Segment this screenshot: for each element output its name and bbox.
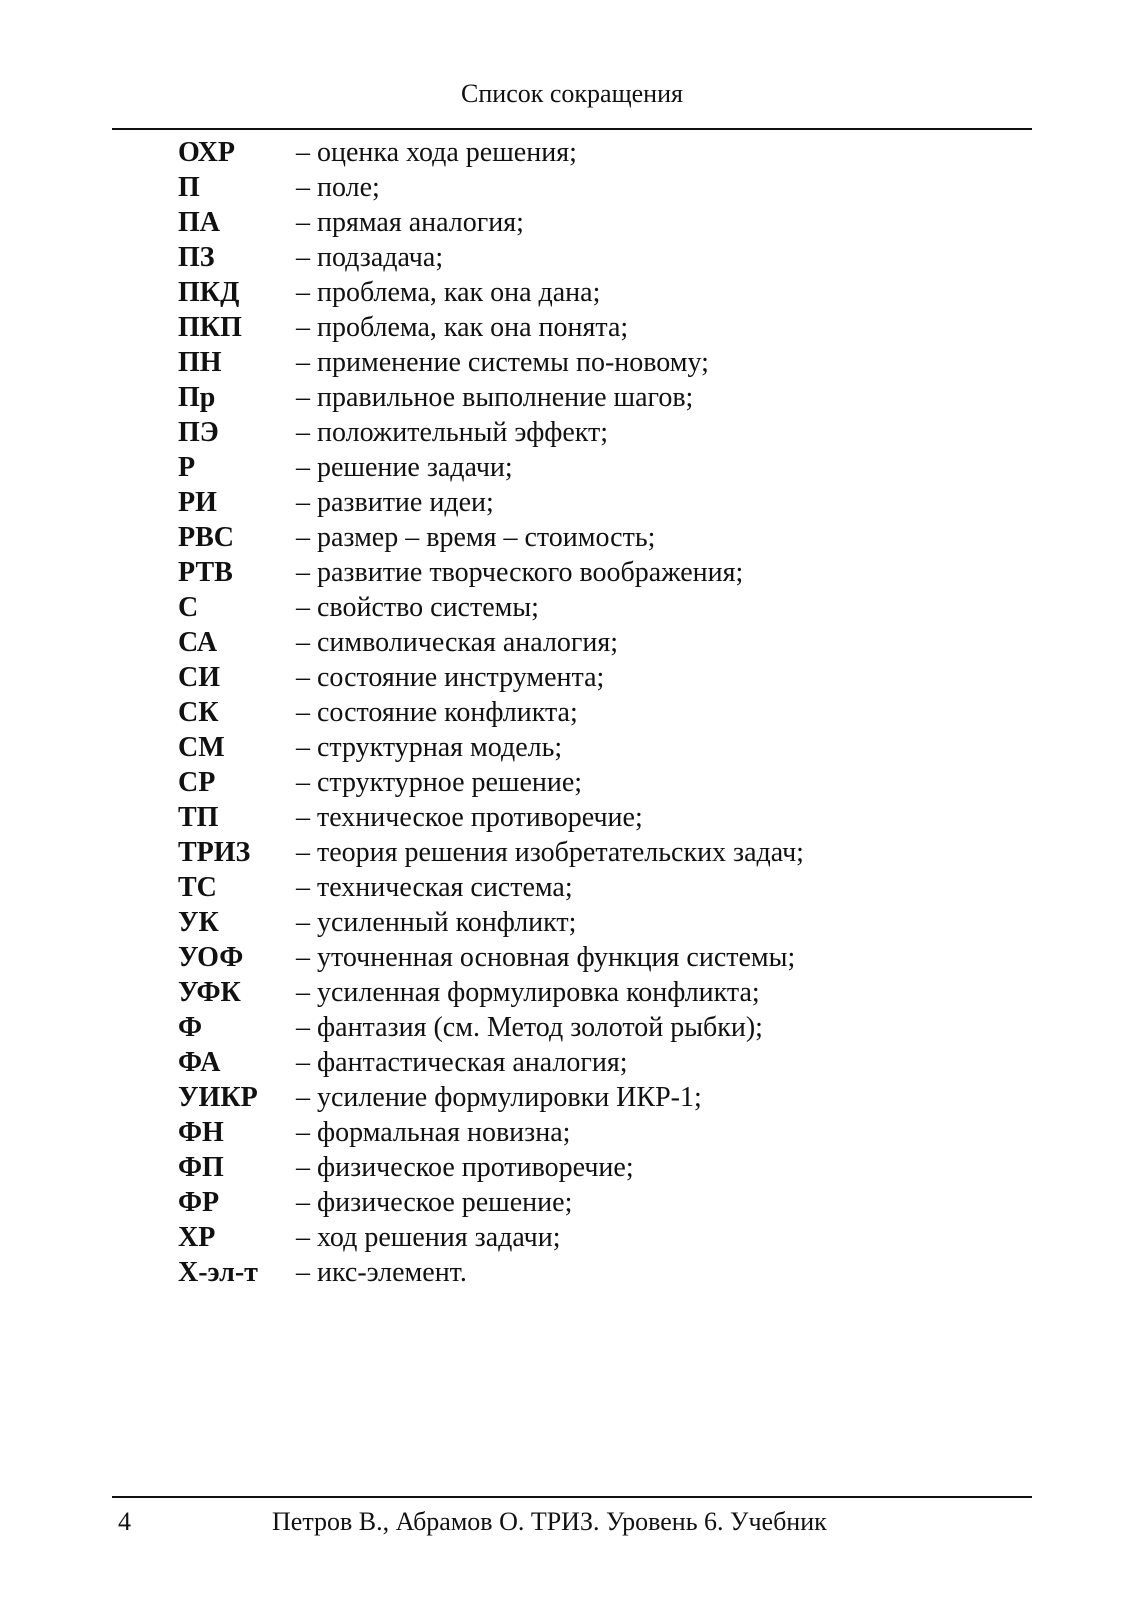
- abbreviation-row: [178, 1150, 998, 1185]
- abbreviation-row: [178, 135, 998, 170]
- abbreviation-row: [178, 240, 998, 275]
- abbreviation-term: Ф: [178, 1012, 203, 1043]
- abbreviation-definition: – усиленный конфликт;: [296, 907, 577, 938]
- abbreviation-definition: – структурная модель;: [296, 732, 563, 763]
- abbreviation-term: Р: [178, 452, 196, 483]
- abbreviation-row: [178, 555, 998, 590]
- abbreviation-row: [178, 345, 998, 380]
- abbreviation-definition: – развитие творческого воображения;: [296, 557, 744, 588]
- abbreviation-definition: – структурное решение;: [296, 767, 583, 798]
- abbreviation-term: ТП: [178, 802, 219, 833]
- page-footer: [112, 1502, 1032, 1542]
- abbreviation-definition: – прямая аналогия;: [296, 207, 524, 238]
- abbreviation-row: [178, 975, 998, 1010]
- abbreviation-definition: – поле;: [296, 172, 380, 203]
- abbreviation-term: ФП: [178, 1152, 224, 1183]
- abbreviation-term: ПКД: [178, 277, 240, 308]
- abbreviation-definition: – ход решения задачи;: [296, 1222, 561, 1253]
- abbreviation-definition: – проблема, как она дана;: [296, 277, 601, 308]
- abbreviation-definition: – техническая система;: [296, 872, 573, 903]
- abbreviation-row: [178, 310, 998, 345]
- abbreviation-definition: – применение системы по-новому;: [296, 347, 709, 378]
- abbreviation-term: РВС: [178, 522, 234, 553]
- abbreviation-term: СМ: [178, 732, 225, 763]
- abbreviation-row: [178, 590, 998, 625]
- abbreviation-row: [178, 1255, 998, 1290]
- abbreviation-definition: – усиление формулировки ИКР-1;: [296, 1082, 702, 1113]
- abbreviation-row: [178, 835, 998, 870]
- abbreviation-row: [178, 415, 998, 450]
- abbreviation-row: [178, 170, 998, 205]
- abbreviation-row: [178, 800, 998, 835]
- abbreviation-row: [178, 940, 998, 975]
- abbreviation-definition: – формальная новизна;: [296, 1117, 571, 1148]
- abbreviation-term: С: [178, 592, 199, 623]
- abbreviation-row: [178, 730, 998, 765]
- abbreviation-term: РТВ: [178, 557, 233, 588]
- abbreviation-row: [178, 450, 998, 485]
- abbreviation-definition: – проблема, как она понята;: [296, 312, 629, 343]
- abbreviation-definition: – техническое противоречие;: [296, 802, 643, 833]
- abbreviation-term: ПЗ: [178, 242, 215, 273]
- abbreviation-term: УФК: [178, 977, 241, 1008]
- abbreviation-definition: – состояние инструмента;: [296, 662, 605, 693]
- footer-divider: [112, 1496, 1032, 1498]
- abbreviation-row: [178, 1080, 998, 1115]
- abbreviation-row: [178, 765, 998, 800]
- abbreviation-term: УОФ: [178, 942, 244, 973]
- abbreviation-definition: – икс-элемент.: [296, 1257, 467, 1288]
- page-number: 4: [118, 1507, 131, 1536]
- abbreviation-definition: – физическое решение;: [296, 1187, 573, 1218]
- abbreviation-term: РИ: [178, 487, 217, 518]
- abbreviation-row: [178, 1010, 998, 1045]
- abbreviation-term: ФР: [178, 1187, 220, 1218]
- abbreviation-row: [178, 1185, 998, 1220]
- abbreviation-term: Х-эл-т: [178, 1257, 258, 1288]
- abbreviation-row: [178, 380, 998, 415]
- abbreviation-row: [178, 1115, 998, 1150]
- abbreviation-row: [178, 275, 998, 310]
- abbreviation-term: ПЭ: [178, 417, 219, 448]
- abbreviation-term: СР: [178, 767, 216, 798]
- abbreviation-definition: – состояние конфликта;: [296, 697, 578, 728]
- abbreviation-row: [178, 520, 998, 555]
- abbreviation-row: [178, 905, 998, 940]
- abbreviation-term: СА: [178, 627, 218, 658]
- abbreviation-row: [178, 205, 998, 240]
- abbreviation-row: [178, 870, 998, 905]
- abbreviation-definition: – фантазия (см. Метод золотой рыбки);: [296, 1012, 763, 1043]
- abbreviation-term: УК: [178, 907, 219, 938]
- abbreviation-term: ТС: [178, 872, 217, 903]
- abbreviation-term: УИКР: [178, 1082, 258, 1113]
- abbreviation-definition: – оценка хода решения;: [296, 137, 577, 168]
- abbreviation-definition: – правильное выполнение шагов;: [296, 382, 694, 413]
- abbreviation-term: СК: [178, 697, 219, 728]
- abbreviation-row: [178, 660, 998, 695]
- abbreviation-row: [178, 625, 998, 660]
- abbreviation-definition: – свойство системы;: [296, 592, 539, 623]
- abbreviation-row: [178, 1045, 998, 1080]
- abbreviation-row: [178, 1220, 998, 1255]
- abbreviation-term: ФА: [178, 1047, 221, 1078]
- abbreviation-definition: – уточненная основная функция системы;: [296, 942, 796, 973]
- header-divider: [112, 128, 1032, 130]
- abbreviation-definition: – физическое противоречие;: [296, 1152, 634, 1183]
- abbreviation-row: [178, 695, 998, 730]
- abbreviation-definition: – размер – время – стоимость;: [296, 522, 656, 553]
- abbreviation-term: СИ: [178, 662, 220, 693]
- abbreviation-term: ФН: [178, 1117, 224, 1148]
- abbreviation-definition: – символическая аналогия;: [296, 627, 619, 658]
- abbreviation-definition: – фантастическая аналогия;: [296, 1047, 628, 1078]
- abbreviation-term: Пр: [178, 382, 216, 413]
- abbreviation-term: ХР: [178, 1222, 216, 1253]
- footer-citation: Петров В., Абрамов О. ТРИЗ. Уровень 6. Учебник: [272, 1507, 827, 1536]
- abbreviation-term: ОХР: [178, 137, 235, 168]
- abbreviation-term: П: [178, 172, 200, 203]
- abbreviation-definition: – теория решения изобретательских задач;: [296, 837, 804, 868]
- abbreviation-definition: – решение задачи;: [296, 452, 513, 483]
- abbreviation-term: ПА: [178, 207, 220, 238]
- abbreviation-definition: – положительный эффект;: [296, 417, 609, 448]
- abbreviation-term: ТРИЗ: [178, 837, 251, 868]
- abbreviation-row: [178, 485, 998, 520]
- abbreviation-term: ПН: [178, 347, 222, 378]
- page-header: Список сокращения: [461, 79, 683, 108]
- abbreviation-term: ПКП: [178, 312, 242, 343]
- abbreviation-definition: – развитие идеи;: [296, 487, 494, 518]
- abbreviation-definition: – усиленная формулировка конфликта;: [296, 977, 760, 1008]
- abbreviation-list: [178, 135, 998, 1290]
- abbreviation-definition: – подзадача;: [296, 242, 444, 273]
